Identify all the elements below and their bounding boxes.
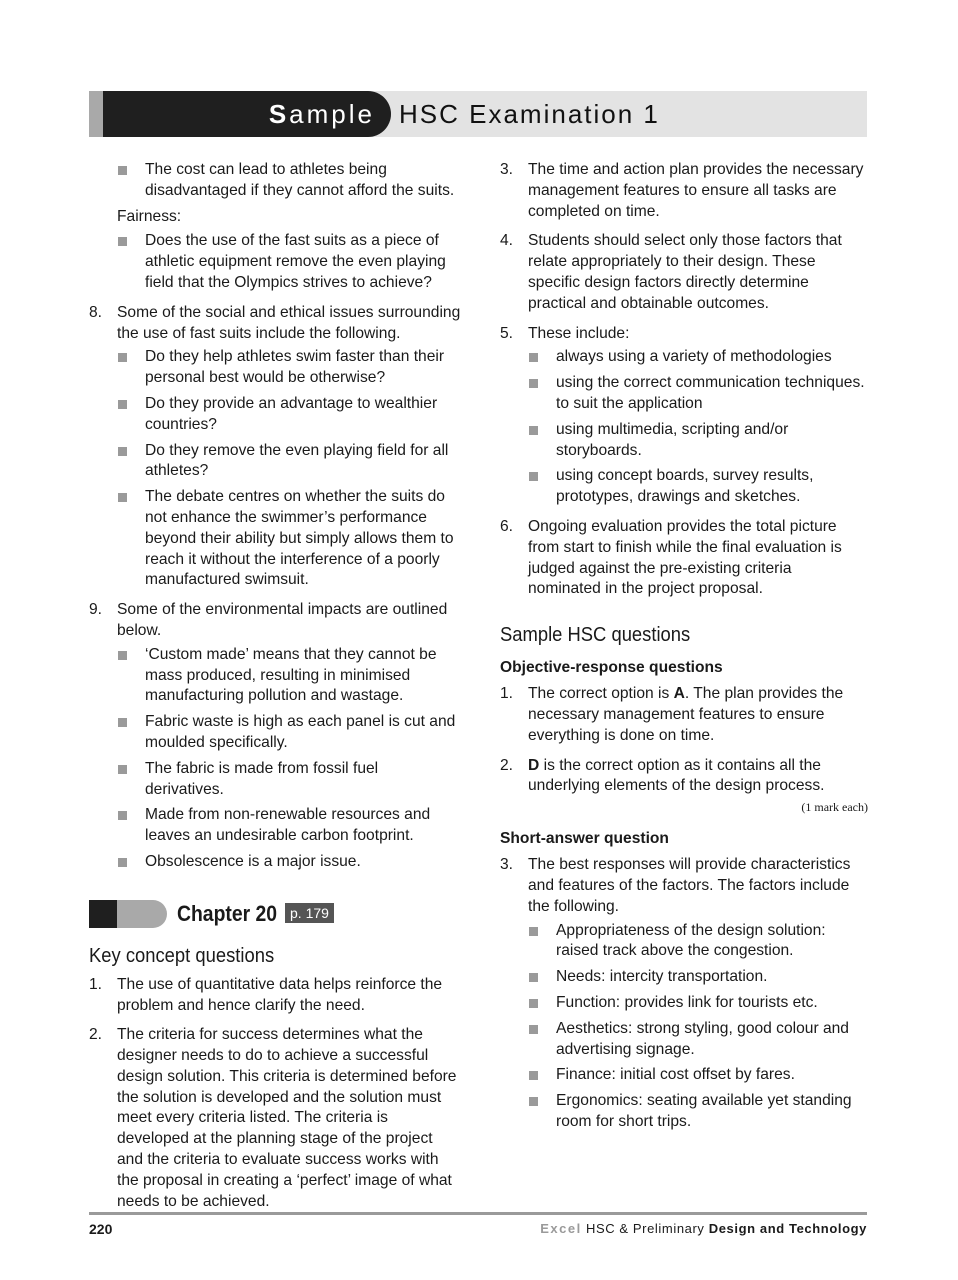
objective-answer-2: [500, 756, 868, 798]
item-number: 2.: [89, 1026, 103, 1044]
answer-item-3: [500, 160, 868, 222]
list-item: Finance: initial cost offset by fares.: [528, 1065, 868, 1086]
item-number: 5.: [500, 324, 514, 342]
list-item: Fabric waste is high as each panel is cut and moulded specifically.: [117, 712, 461, 754]
left-column: [89, 160, 461, 1212]
item-text: The correct option is A. The plan provides the necessary management features to ensure everything is done on time.: [528, 685, 844, 744]
list-item: ‘Custom made’ means that they cannot be mass produced, resulting in minimised manufacturing pollution and wastage.: [117, 645, 461, 707]
social-ethical-bullets: [117, 347, 461, 591]
item-number: 8.: [89, 303, 103, 321]
chapter-title: Chapter 20: [177, 900, 278, 926]
cost-bullets: [89, 160, 461, 202]
marks-note: (1 mark each): [801, 800, 868, 815]
list-item: Do they provide an advantage to wealthier countries?: [117, 394, 461, 436]
item-text: Some of the environmental impacts are outlined below.: [117, 601, 448, 639]
list-item: Do they help athletes swim faster than their personal best would be otherwise?: [117, 347, 461, 389]
list-item: Function: provides link for tourists etc.: [528, 993, 868, 1014]
environmental-bullets: [117, 645, 461, 873]
list-item: using concept boards, survey results, prototypes, drawings and sketches.: [528, 466, 868, 508]
fairness-bullets: [89, 231, 461, 293]
item-text: The best responses will provide characteristics and features of the factors. The factors include the following.: [528, 856, 851, 915]
excel-brand: Excel: [540, 1221, 582, 1236]
answer-item-6: [500, 517, 868, 600]
item-number: 9.: [89, 601, 103, 619]
answer-option: A: [673, 685, 685, 703]
answer-option: D: [528, 756, 540, 774]
item-text: These include:: [528, 324, 630, 342]
key-item-1: [89, 975, 461, 1017]
list-item: The cost can lead to athletes being disadvantaged if they cannot afford the suits.: [89, 160, 461, 202]
item-text: Students should select only those factors that relate appropriately to their design. These specific design factors directly determine practical and obtainable outcomes.: [528, 232, 842, 312]
answer-item-5: [500, 324, 868, 508]
objective-answer-1: [500, 684, 868, 746]
footer-book-title: Excel HSC & Preliminary Design and Technology: [540, 1221, 867, 1236]
list-item: The debate centres on whether the suits do not enhance the swimmer’s performance beyond their ability but simply allows them to reach it without the interference of a poorly manufactured swimsuit.: [117, 487, 461, 591]
list-item: Appropriateness of the design solution: raised track above the congestion.: [528, 921, 868, 963]
key-concept-heading: Key concept questions: [89, 944, 275, 967]
page-number: 220: [89, 1221, 113, 1237]
objective-heading: Objective-response questions: [500, 659, 723, 677]
item-text: The time and action plan provides the necessary management features to ensure all tasks are completed on time.: [528, 161, 864, 220]
item-text: Some of the social and ethical issues surrounding the use of fast suits include the following.: [117, 303, 461, 342]
chapter-page-badge: p. 179: [285, 903, 334, 923]
answer-item-9: [89, 600, 461, 873]
list-item: Ergonomics: seating available yet standing room for short trips.: [528, 1091, 868, 1133]
factors-bullets: [528, 921, 868, 1133]
fairness-label: Fairness:: [117, 207, 182, 225]
item-text: Ongoing evaluation provides the total picture from start to finish while the final evaluation is judged against the pre-existing criteria nominated in the project proposal.: [528, 517, 842, 598]
item-text: The criteria for success determines what the designer needs to do to achieve a successful design solution. This criteria is determined before the solution is developed and the solution must meet every criteria listed. The criteria is developed at the planning stage of the project and the criteria to evaluate success works with the proposal in creating a ‘perfect’ image of what needs to be achieved.: [117, 1026, 457, 1210]
list-item: Made from non-renewable resources and leaves an undesirable carbon footprint.: [117, 805, 461, 847]
short-answer-item-3: [500, 855, 868, 1133]
item-number: 4.: [500, 232, 514, 250]
chapter-bar-block: [89, 900, 117, 928]
short-answer-heading: Short-answer question: [500, 830, 669, 848]
list-item: always using a variety of methodologies: [528, 347, 868, 368]
chapter-heading: [89, 899, 461, 929]
item-number: 6.: [500, 517, 514, 535]
item-number: 2.: [500, 756, 514, 774]
header-sample-label: Sample: [268, 99, 375, 129]
answer-item-4: [500, 231, 868, 314]
chapter-bar-tab: [117, 900, 167, 928]
right-column: [500, 160, 868, 1138]
item-number: 1.: [89, 975, 103, 993]
item-number: 3.: [500, 161, 514, 178]
header-accent-tab: [89, 91, 103, 137]
list-item: Do they remove the even playing field for all athletes?: [117, 441, 461, 483]
list-item: The fabric is made from fossil fuel derivatives.: [117, 759, 461, 801]
item-number: 3.: [500, 856, 514, 874]
answer-item-8: [89, 303, 461, 591]
list-item: Needs: intercity transportation.: [528, 967, 868, 988]
footer-divider: [89, 1212, 867, 1215]
sample-questions-heading: Sample HSC questions: [500, 624, 691, 647]
item-number: 1.: [500, 685, 514, 703]
list-item: Aesthetics: strong styling, good colour and advertising signage.: [528, 1019, 868, 1061]
item-text: D is the correct option as it contains all the underlying elements of the design process.: [528, 756, 825, 795]
list-item: using multimedia, scripting and/or storyboards.: [528, 420, 868, 462]
key-item-2: [89, 1025, 461, 1212]
header-exam-title: HSC Examination 1: [399, 99, 660, 129]
item-text: The use of quantitative data helps reinforce the problem and hence clarify the need.: [117, 975, 443, 1014]
methods-bullets: [528, 347, 868, 508]
page-header: [89, 91, 867, 137]
list-item: Does the use of the fast suits as a piece of athletic equipment remove the even playing field that the Olympics strives to achieve?: [89, 231, 461, 293]
list-item: Obsolescence is a major issue.: [117, 852, 461, 873]
list-item: using the correct communication techniques. to suit the application: [528, 373, 868, 415]
header-sample-tab: [103, 91, 391, 137]
